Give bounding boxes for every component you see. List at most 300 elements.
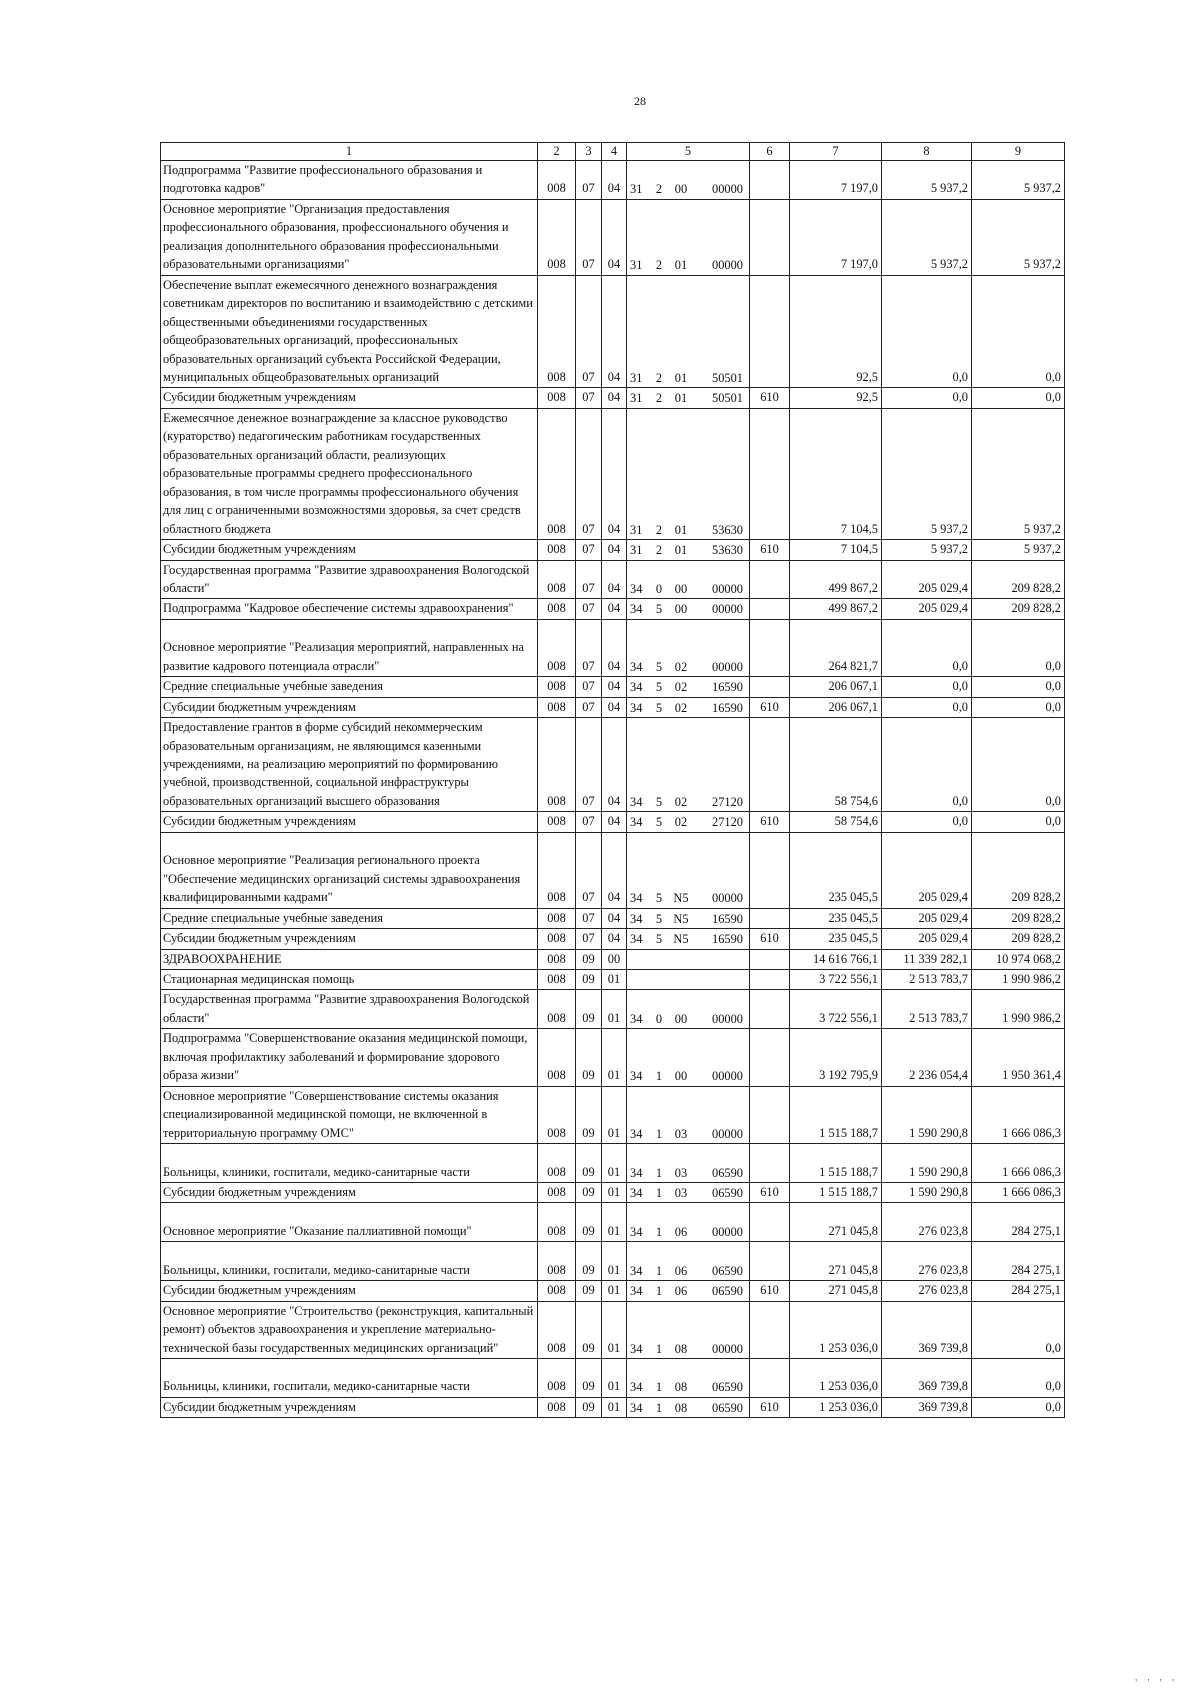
grbs-code: 008: [538, 560, 576, 599]
target-article-part: 1: [655, 1284, 663, 1299]
target-article-code: [627, 1182, 750, 1202]
target-article-code: [627, 199, 750, 275]
amount-year-3: 5 937,2: [972, 199, 1065, 275]
header-row: [161, 143, 1065, 161]
target-article-parts: [627, 1399, 749, 1417]
row-description-text: Субсидии бюджетным учреждениям: [163, 699, 356, 714]
amount-year-1: 7 197,0: [790, 199, 882, 275]
section-code: 07: [576, 388, 602, 408]
row-description-text: Основное мероприятие "Строительство (реконструкция, капитальный ремонт) объектов здравоохранения и укрепление материально-технической базы государственных медицинских организаций": [163, 1303, 534, 1355]
row-spacer: [163, 1203, 534, 1221]
target-article-part: 00000: [712, 602, 743, 617]
table-row: [161, 812, 1065, 832]
header-col-1: 1: [161, 143, 538, 161]
target-article-parts: [627, 813, 749, 831]
target-article-parts: [627, 1223, 749, 1241]
target-article-part: 1: [655, 1400, 663, 1415]
target-article-part: 5: [655, 794, 663, 809]
target-article-parts: [627, 889, 749, 907]
amount-year-3: 0,0: [972, 619, 1065, 676]
target-article-code: [627, 677, 750, 697]
target-article-part: 34: [630, 1263, 643, 1278]
amount-year-3: 0,0: [972, 388, 1065, 408]
target-article-part: 34: [630, 932, 643, 947]
target-article-part: 00000: [712, 1341, 743, 1356]
expense-type-code: [750, 599, 790, 619]
row-description: [161, 1301, 538, 1358]
amount-year-1: 92,5: [790, 275, 882, 388]
table-row: [161, 540, 1065, 560]
row-description: [161, 1086, 538, 1143]
amount-year-2: 205 029,4: [882, 908, 972, 928]
target-article-parts: [627, 1067, 749, 1085]
target-article-code: [627, 275, 750, 388]
target-article-part: 00: [674, 581, 688, 596]
subsection-code: 01: [602, 970, 627, 990]
amount-year-1: 3 722 556,1: [790, 990, 882, 1029]
grbs-code: 008: [538, 832, 576, 908]
target-article-part: 34: [630, 1165, 643, 1180]
target-article-code: [627, 1086, 750, 1143]
target-article-code: [627, 1203, 750, 1242]
grbs-code: 008: [538, 1029, 576, 1086]
amount-year-1: 7 104,5: [790, 540, 882, 560]
target-article-part: 34: [630, 794, 643, 809]
target-article-part: 31: [630, 182, 643, 197]
section-code: 07: [576, 677, 602, 697]
section-code: 09: [576, 1029, 602, 1086]
target-article-part: 00000: [712, 891, 743, 906]
grbs-code: 008: [538, 1203, 576, 1242]
target-article-part: 01: [674, 543, 688, 558]
target-article-code: [627, 812, 750, 832]
target-article-code: [627, 540, 750, 560]
row-description: [161, 599, 538, 619]
amount-year-3: 209 828,2: [972, 832, 1065, 908]
target-article-part: 03: [674, 1126, 688, 1141]
target-article-part: 00000: [712, 258, 743, 273]
table-row: [161, 1086, 1065, 1143]
expense-type-code: [750, 619, 790, 676]
row-description-text: Основное мероприятие "Совершенствование системы оказания специализированной медицинской помощи, не включенной в территориальную программу ОМС": [163, 1088, 499, 1140]
target-article-part: 00: [674, 1011, 688, 1026]
section-code: 09: [576, 949, 602, 969]
table-row: [161, 908, 1065, 928]
target-article-code: [627, 1359, 750, 1398]
target-article-part: 31: [630, 522, 643, 537]
target-article-part: 00000: [712, 1011, 743, 1026]
section-code: 07: [576, 812, 602, 832]
subsection-code: 01: [602, 1182, 627, 1202]
expense-type-code: 610: [750, 929, 790, 949]
row-spacer: [163, 1242, 534, 1260]
target-article-part: 06590: [712, 1263, 743, 1278]
row-description: [161, 718, 538, 812]
target-article-parts: [627, 389, 749, 407]
margin-marks: ' ' ' ': [1135, 1678, 1178, 1689]
grbs-code: 008: [538, 929, 576, 949]
row-description-text: Подпрограмма "Совершенствование оказания медицинской помощи, включая профилактику заболеваний и формирование здорового образа жизни": [163, 1031, 528, 1083]
grbs-code: 008: [538, 1144, 576, 1183]
target-article-part: 08: [674, 1400, 688, 1415]
subsection-code: 04: [602, 275, 627, 388]
target-article-part: N5: [673, 932, 689, 947]
target-article-part: 1: [655, 1380, 663, 1395]
target-article-part: 00: [674, 602, 688, 617]
row-description-text: Подпрограмма "Кадровое обеспечение системы здравоохранения": [163, 601, 514, 616]
target-article-code: [627, 697, 750, 717]
target-article-part: 34: [630, 1126, 643, 1141]
expense-type-code: [750, 1301, 790, 1358]
target-article-part: 34: [630, 1400, 643, 1415]
grbs-code: 008: [538, 908, 576, 928]
table-row: [161, 199, 1065, 275]
amount-year-2: 0,0: [882, 275, 972, 388]
target-article-code: [627, 1281, 750, 1301]
target-article-part: 0: [655, 1011, 663, 1026]
table-row: [161, 560, 1065, 599]
expense-type-code: [750, 718, 790, 812]
target-article-part: 2: [655, 543, 663, 558]
row-description: [161, 1203, 538, 1242]
expense-type-code: [750, 560, 790, 599]
row-description-text: Больницы, клиники, госпитали, медико-санитарные части: [163, 1262, 470, 1277]
amount-year-3: 209 828,2: [972, 929, 1065, 949]
target-article-code: [627, 970, 750, 990]
row-description-text: Стационарная медицинская помощь: [163, 972, 355, 986]
section-code: 07: [576, 560, 602, 599]
amount-year-2: 0,0: [882, 697, 972, 717]
section-code: 07: [576, 199, 602, 275]
section-code: 07: [576, 697, 602, 717]
target-article-part: 34: [630, 1069, 643, 1084]
subsection-code: 04: [602, 599, 627, 619]
target-article-part: 06590: [712, 1185, 743, 1200]
target-article-code: [627, 832, 750, 908]
target-article-code: [627, 619, 750, 676]
row-description: [161, 560, 538, 599]
target-article-part: 5: [655, 680, 663, 695]
target-article-part: 06: [674, 1224, 688, 1239]
target-article-part: 2: [655, 182, 663, 197]
target-article-part: 06590: [712, 1380, 743, 1395]
row-description: [161, 619, 538, 676]
target-article-part: 00000: [712, 1069, 743, 1084]
target-article-code: [627, 929, 750, 949]
amount-year-2: 205 029,4: [882, 599, 972, 619]
target-article-part: 16590: [712, 911, 743, 926]
amount-year-1: 206 067,1: [790, 697, 882, 717]
target-article-part: 53630: [712, 543, 743, 558]
subsection-code: 04: [602, 161, 627, 200]
subsection-code: 01: [602, 1359, 627, 1398]
target-article-parts: [627, 541, 749, 559]
subsection-code: 04: [602, 812, 627, 832]
amount-year-3: 209 828,2: [972, 599, 1065, 619]
grbs-code: 008: [538, 1281, 576, 1301]
expense-type-code: [750, 1203, 790, 1242]
expense-type-code: 610: [750, 697, 790, 717]
row-description-text: Предоставление грантов в форме субсидий некоммерческим образовательным организациям, не являющимся казенными учреждениями, на реализацию мероприятий по формированию учебной, производственной, социальной инфраструктуры образовательных организаций высшего образования: [163, 720, 499, 808]
target-article-part: 34: [630, 1284, 643, 1299]
row-description-text: Субсидии бюджетным учреждениям: [163, 814, 356, 829]
header-col-4: 4: [602, 143, 627, 161]
header-col-7: 7: [790, 143, 882, 161]
subsection-code: 00: [602, 949, 627, 969]
amount-year-2: 1 590 290,8: [882, 1144, 972, 1183]
header-col-2: 2: [538, 143, 576, 161]
target-article-part: 50501: [712, 370, 743, 385]
amount-year-2: 2 513 783,7: [882, 990, 972, 1029]
target-article-part: 06590: [712, 1284, 743, 1299]
row-description: [161, 929, 538, 949]
target-article-part: 5: [655, 911, 663, 926]
section-code: 07: [576, 929, 602, 949]
target-article-part: 34: [630, 700, 643, 715]
grbs-code: 008: [538, 812, 576, 832]
target-article-part: 00: [674, 182, 688, 197]
subsection-code: 04: [602, 388, 627, 408]
expense-type-code: 610: [750, 1281, 790, 1301]
target-article-part: 5: [655, 700, 663, 715]
target-article-part: 2: [655, 522, 663, 537]
amount-year-3: 0,0: [972, 1301, 1065, 1358]
amount-year-1: 271 045,8: [790, 1203, 882, 1242]
amount-year-3: 10 974 068,2: [972, 949, 1065, 969]
table-row: [161, 990, 1065, 1029]
amount-year-2: 1 590 290,8: [882, 1182, 972, 1202]
amount-year-1: 271 045,8: [790, 1281, 882, 1301]
section-code: 07: [576, 161, 602, 200]
amount-year-3: 1 666 086,3: [972, 1182, 1065, 1202]
header-col-6: 6: [750, 143, 790, 161]
amount-year-2: 2 513 783,7: [882, 970, 972, 990]
target-article-part: N5: [673, 911, 689, 926]
target-article-part: 5: [655, 932, 663, 947]
target-article-part: 06590: [712, 1165, 743, 1180]
row-description: [161, 1397, 538, 1417]
table-row: [161, 1301, 1065, 1358]
expense-type-code: 610: [750, 1182, 790, 1202]
subsection-code: 01: [602, 1397, 627, 1417]
row-description-text: Государственная программа "Развитие здравоохранения Вологодской области": [163, 992, 530, 1025]
row-description-text: Субсидии бюджетным учреждениям: [163, 931, 356, 946]
target-article-parts: [627, 600, 749, 618]
subsection-code: 04: [602, 560, 627, 599]
subsection-code: 01: [602, 1281, 627, 1301]
expense-type-code: [750, 832, 790, 908]
row-description-text: Субсидии бюджетным учреждениям: [163, 1399, 356, 1414]
target-article-code: [627, 161, 750, 200]
amount-year-1: 235 045,5: [790, 832, 882, 908]
section-code: 09: [576, 1144, 602, 1183]
target-article-part: 02: [674, 659, 688, 674]
target-article-part: 08: [674, 1380, 688, 1395]
target-article-part: 34: [630, 1380, 643, 1395]
target-article-parts: [627, 699, 749, 717]
row-description: [161, 949, 538, 969]
table-row: [161, 1144, 1065, 1183]
target-article-code: [627, 718, 750, 812]
row-description: [161, 388, 538, 408]
table-row: [161, 275, 1065, 388]
target-article-part: 27120: [712, 815, 743, 830]
grbs-code: 008: [538, 199, 576, 275]
grbs-code: 008: [538, 970, 576, 990]
amount-year-2: 0,0: [882, 619, 972, 676]
amount-year-2: 5 937,2: [882, 199, 972, 275]
target-article-part: 03: [674, 1185, 688, 1200]
section-code: 09: [576, 1301, 602, 1358]
target-article-part: 31: [630, 370, 643, 385]
row-description-text: Ежемесячное денежное вознаграждение за классное руководство (кураторство) педагогическим работникам государственных образовательных организаций области, реализующих образовательные программы среднего профессионального образования, в том числе программы профессионального обучения для лиц с ограниченными возможностями здоровья, за счет средств областного бюджета: [163, 410, 521, 536]
target-article-parts: [627, 1010, 749, 1028]
grbs-code: 008: [538, 1086, 576, 1143]
amount-year-1: 235 045,5: [790, 908, 882, 928]
amount-year-2: 205 029,4: [882, 929, 972, 949]
subsection-code: 01: [602, 990, 627, 1029]
grbs-code: 008: [538, 1359, 576, 1398]
section-code: 09: [576, 1242, 602, 1281]
target-article-part: 00: [674, 1069, 688, 1084]
target-article-parts: [627, 1340, 749, 1358]
target-article-part: 31: [630, 391, 643, 406]
amount-year-2: 5 937,2: [882, 161, 972, 200]
grbs-code: 008: [538, 718, 576, 812]
row-description-text: Обеспечение выплат ежемесячного денежного вознаграждения советникам директоров по воспитанию и взаимодействию с детскими общественными объединениями государственных общеобразовательных организаций, профессиональных образовательных организаций субъекта Российской Федерации, муниципальных общеобразовательных организаций: [163, 277, 533, 384]
table-row: [161, 388, 1065, 408]
grbs-code: 008: [538, 408, 576, 539]
table-row: [161, 1281, 1065, 1301]
target-article-part: 16590: [712, 680, 743, 695]
table-row: [161, 619, 1065, 676]
amount-year-2: 276 023,8: [882, 1242, 972, 1281]
target-article-part: 27120: [712, 794, 743, 809]
expense-type-code: [750, 199, 790, 275]
amount-year-2: 276 023,8: [882, 1203, 972, 1242]
amount-year-3: 0,0: [972, 677, 1065, 697]
row-description-text: Больницы, клиники, госпитали, медико-санитарные части: [163, 1379, 470, 1394]
target-article-part: 34: [630, 815, 643, 830]
amount-year-3: 0,0: [972, 812, 1065, 832]
row-description: [161, 990, 538, 1029]
target-article-part: 34: [630, 1341, 643, 1356]
target-article-part: 01: [674, 391, 688, 406]
subsection-code: 01: [602, 1301, 627, 1358]
row-description: [161, 1242, 538, 1281]
amount-year-1: 1 515 188,7: [790, 1182, 882, 1202]
amount-year-1: 7 104,5: [790, 408, 882, 539]
grbs-code: 008: [538, 161, 576, 200]
amount-year-2: 1 590 290,8: [882, 1086, 972, 1143]
subsection-code: 04: [602, 718, 627, 812]
expense-type-code: [750, 1242, 790, 1281]
target-article-part: 1: [655, 1263, 663, 1278]
expense-type-code: [750, 970, 790, 990]
row-description-text: Основное мероприятие "Организация предоставления профессионального образования, профессионального обучения и реализация дополнительного образования профессиональными образовательными организациями": [163, 201, 509, 272]
target-article-part: 08: [674, 1341, 688, 1356]
expense-type-code: 610: [750, 1397, 790, 1417]
expense-type-code: [750, 1086, 790, 1143]
target-article-part: 06590: [712, 1400, 743, 1415]
table-row: [161, 697, 1065, 717]
amount-year-3: 284 275,1: [972, 1242, 1065, 1281]
amount-year-2: 2 236 054,4: [882, 1029, 972, 1086]
target-article-part: 1: [655, 1341, 663, 1356]
target-article-part: 5: [655, 659, 663, 674]
expense-type-code: [750, 1359, 790, 1398]
target-article-parts: [627, 678, 749, 696]
subsection-code: 04: [602, 619, 627, 676]
target-article-code: [627, 949, 750, 969]
grbs-code: 008: [538, 540, 576, 560]
section-code: 09: [576, 1182, 602, 1202]
target-article-part: 01: [674, 258, 688, 273]
amount-year-3: 1 990 986,2: [972, 970, 1065, 990]
subsection-code: 01: [602, 1203, 627, 1242]
row-description: [161, 677, 538, 697]
target-article-part: 1: [655, 1126, 663, 1141]
row-description-text: Больницы, клиники, госпитали, медико-санитарные части: [163, 1164, 470, 1179]
amount-year-1: 235 045,5: [790, 929, 882, 949]
amount-year-3: 0,0: [972, 1397, 1065, 1417]
target-article-part: 31: [630, 543, 643, 558]
table-row: [161, 1029, 1065, 1086]
row-description-text: Средние специальные учебные заведения: [163, 910, 383, 925]
target-article-parts: [627, 1125, 749, 1143]
section-code: 07: [576, 718, 602, 812]
amount-year-2: 276 023,8: [882, 1281, 972, 1301]
target-article-part: 34: [630, 891, 643, 906]
subsection-code: 04: [602, 832, 627, 908]
table-row: [161, 677, 1065, 697]
expense-type-code: [750, 161, 790, 200]
amount-year-1: 1 253 036,0: [790, 1301, 882, 1358]
expense-type-code: [750, 908, 790, 928]
amount-year-1: 499 867,2: [790, 560, 882, 599]
row-description: [161, 1182, 538, 1202]
row-description: [161, 161, 538, 200]
amount-year-3: 209 828,2: [972, 908, 1065, 928]
amount-year-3: 5 937,2: [972, 408, 1065, 539]
row-description-text: Основное мероприятие "Реализация регионального проекта "Обеспечение медицинских организаций системы здравоохранения квалифицированными кадрами": [163, 853, 521, 905]
target-article-code: [627, 1242, 750, 1281]
target-article-code: [627, 990, 750, 1029]
section-code: 09: [576, 970, 602, 990]
row-description-text: ЗДРАВООХРАНЕНИЕ: [163, 951, 282, 966]
subsection-code: 04: [602, 677, 627, 697]
target-article-code: [627, 908, 750, 928]
row-description-text: Субсидии бюджетным учреждениям: [163, 1283, 356, 1298]
target-article-part: 00000: [712, 659, 743, 674]
target-article-parts: [627, 1262, 749, 1280]
row-description: [161, 812, 538, 832]
target-article-part: 02: [674, 794, 688, 809]
target-article-parts: [627, 180, 749, 198]
target-article-part: 02: [674, 815, 688, 830]
amount-year-1: 58 754,6: [790, 718, 882, 812]
target-article-parts: [627, 1164, 749, 1182]
target-article-part: 5: [655, 815, 663, 830]
target-article-code: [627, 1301, 750, 1358]
row-description: [161, 540, 538, 560]
row-description: [161, 1281, 538, 1301]
row-description-text: Подпрограмма "Развитие профессионального образования и подготовка кадров": [163, 163, 483, 196]
section-code: 09: [576, 1281, 602, 1301]
amount-year-3: 5 937,2: [972, 540, 1065, 560]
subsection-code: 04: [602, 540, 627, 560]
target-article-part: 5: [655, 602, 663, 617]
